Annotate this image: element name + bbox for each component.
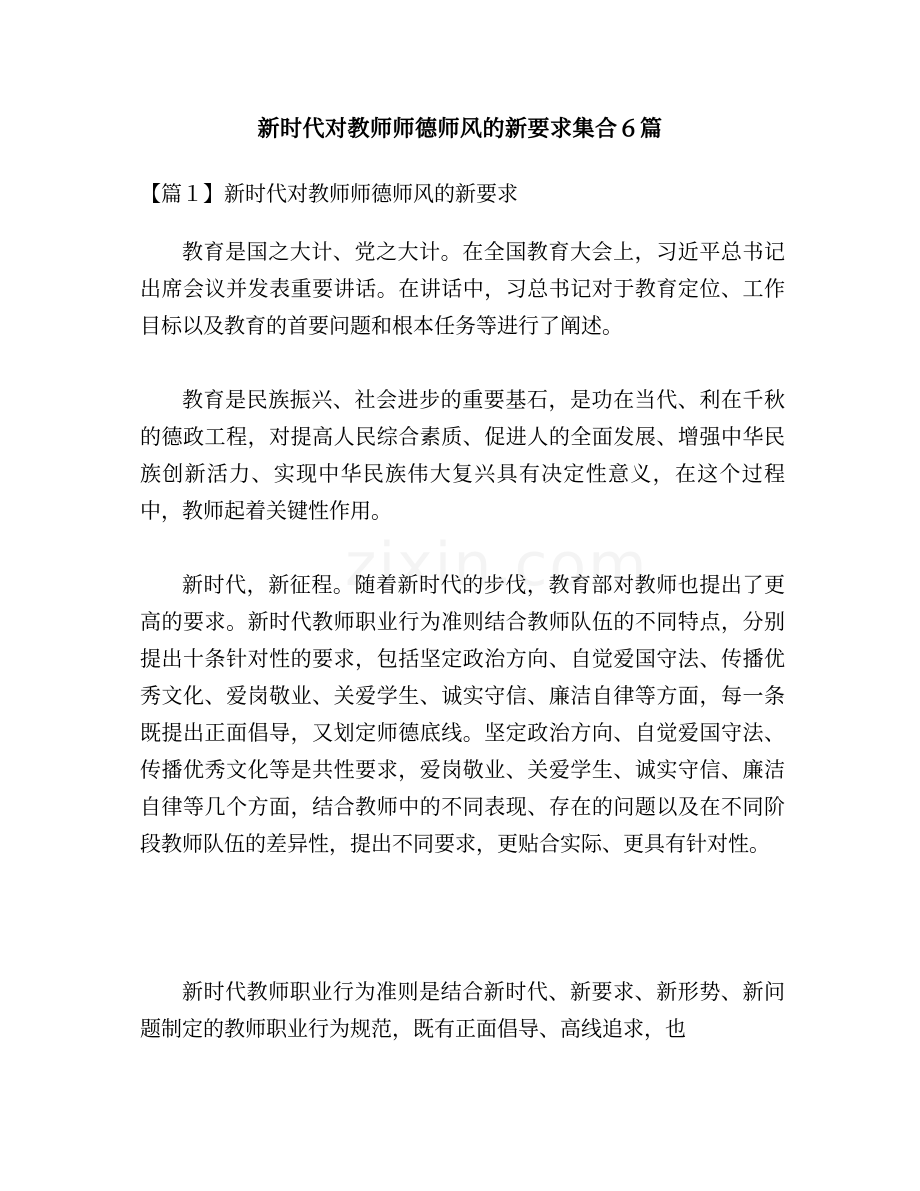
paragraph-1: 教育是国之大计、党之大计。在全国教育大会上，习近平总书记出席会议并发表重要讲话。在讲话中，习总书记对于教育定位、工作目标以及教育的首要问题和根本任务等进行了阐述。	[140, 240, 785, 338]
paragraph-2: 教育是民族振兴、社会进步的重要基石，是功在当代、利在千秋的德政工程，对提高人民综合素质、促进人的全面发展、增强中华民族创新活力、实现中华民族伟大复兴具有决定性意义，在这个过程中，教师起着关键性作用。	[140, 388, 785, 523]
document-title: 新时代对教师师德师风的新要求集合６篇	[257, 117, 663, 142]
section-heading: 【篇１】新时代对教师师德师风的新要求	[140, 182, 518, 206]
paragraph-4: 新时代教师职业行为准则是结合新时代、新要求、新形势、新问题制定的教师职业行为规范，既有正面倡导、高线追求，也	[140, 980, 785, 1041]
paragraph-3: 新时代，新征程。随着新时代的步伐，教育部对教师也提出了更高的要求。新时代教师职业行为准则结合教师队伍的不同特点，分别提出十条针对性的要求，包括坚定政治方向、自觉爱国守法、传播优秀文化、爱岗敬业、关爱学生、诚实守信、廉洁自律等方面，每一条既提出正面倡导，又划定师德底线。坚定政治方向、自觉爱国守法、传播优秀文化等是共性要求，爱岗敬业、关爱学生、诚实守信、廉洁自律等几个方面，结合教师中的不同表现、存在的问题以及在不同阶段教师队伍的差异性，提出不同要求，更贴合实际、更具有针对性。	[140, 573, 785, 856]
